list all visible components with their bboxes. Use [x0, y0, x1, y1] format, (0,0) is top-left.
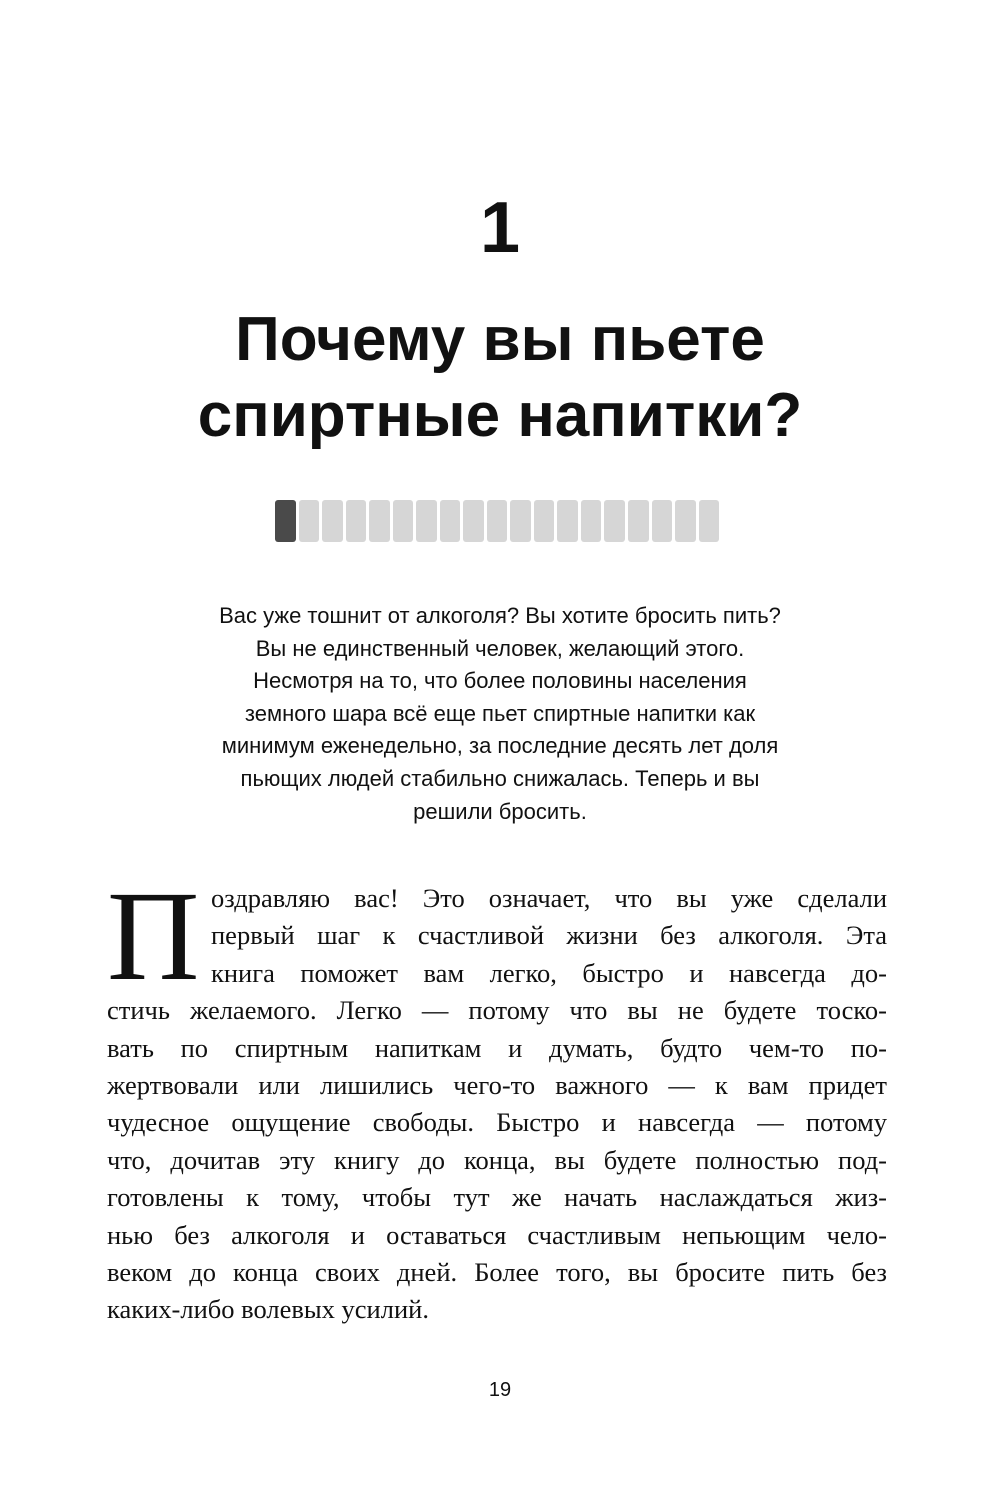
- body-line: вать по спиртным напиткам и думать, будто чем-то по-: [107, 1032, 887, 1063]
- intro-line: Вы не единственный человек, желающий этого.: [255, 635, 745, 661]
- progress-segment: [652, 500, 673, 542]
- progress-segment: [557, 500, 578, 542]
- progress-segment: [346, 500, 367, 542]
- intro-line: решили бросить.: [413, 798, 587, 824]
- progress-segment: [675, 500, 696, 542]
- chapter-number: 1: [479, 188, 521, 268]
- progress-segment: [322, 500, 343, 542]
- progress-segment: [440, 500, 461, 542]
- progress-segment: [699, 500, 720, 542]
- chapter-title: [0, 302, 1000, 454]
- body-line: жертвовали или лишились чего-то важного — к вам придет: [107, 1069, 887, 1100]
- progress-segment: [510, 500, 531, 542]
- progress-segment: [534, 500, 555, 542]
- chapter-title-line: спиртные напитки?: [197, 381, 803, 450]
- progress-segment: [628, 500, 649, 542]
- progress-segment: [416, 500, 437, 542]
- body-line: оздравляю вас! Это означает, что вы уже сделали: [211, 883, 887, 913]
- body-line: веком до конца своих дней. Более того, вы бросите пить без: [107, 1256, 887, 1287]
- chapter-title-line: Почему вы пьете: [235, 305, 765, 374]
- intro-line: Несмотря на то, что более половины населения: [253, 668, 747, 694]
- chapter-progress-bar: [275, 500, 719, 542]
- page-number: 19: [488, 1379, 512, 1401]
- body-line: каких-либо волевых усилий.: [107, 1294, 429, 1325]
- progress-segment: [487, 500, 508, 542]
- drop-cap: П: [107, 865, 200, 1007]
- progress-segment-filled: [275, 500, 296, 542]
- progress-segment: [393, 500, 414, 542]
- progress-segment: [463, 500, 484, 542]
- intro-line: земного шара всё еще пьет спиртные напитки как: [244, 700, 756, 726]
- progress-segment: [369, 500, 390, 542]
- body-line: первый шаг к счастливой жизни без алкоголя. Эта: [211, 920, 887, 951]
- intro-line: Вас уже тошнит от алкоголя? Вы хотите бросить пить?: [219, 603, 781, 628]
- intro-line: минимум еженедельно, за последние десять лет доля: [221, 733, 779, 759]
- body-line: стичь желаемого. Легко — потому что вы не будете тоско-: [107, 995, 887, 1026]
- intro-line: пьющих людей стабильно снижалась. Теперь и вы: [240, 765, 760, 791]
- progress-segment: [581, 500, 602, 542]
- body-line: книга поможет вам легко, быстро и навсегда до-: [211, 957, 887, 988]
- body-line: нью без алкоголя и оставаться счастливым непьющим чело-: [107, 1219, 887, 1250]
- body-line: что, дочитав эту книгу до конца, вы будете полностью под-: [107, 1144, 887, 1175]
- body-line: готовлены к тому, чтобы тут же начать наслаждаться жиз-: [107, 1182, 887, 1213]
- progress-segment: [604, 500, 625, 542]
- body-line: чудесное ощущение свободы. Быстро и навсегда — потому: [107, 1107, 887, 1138]
- progress-segment: [299, 500, 320, 542]
- chapter-intro: [140, 600, 860, 828]
- body-paragraph: [107, 865, 887, 1329]
